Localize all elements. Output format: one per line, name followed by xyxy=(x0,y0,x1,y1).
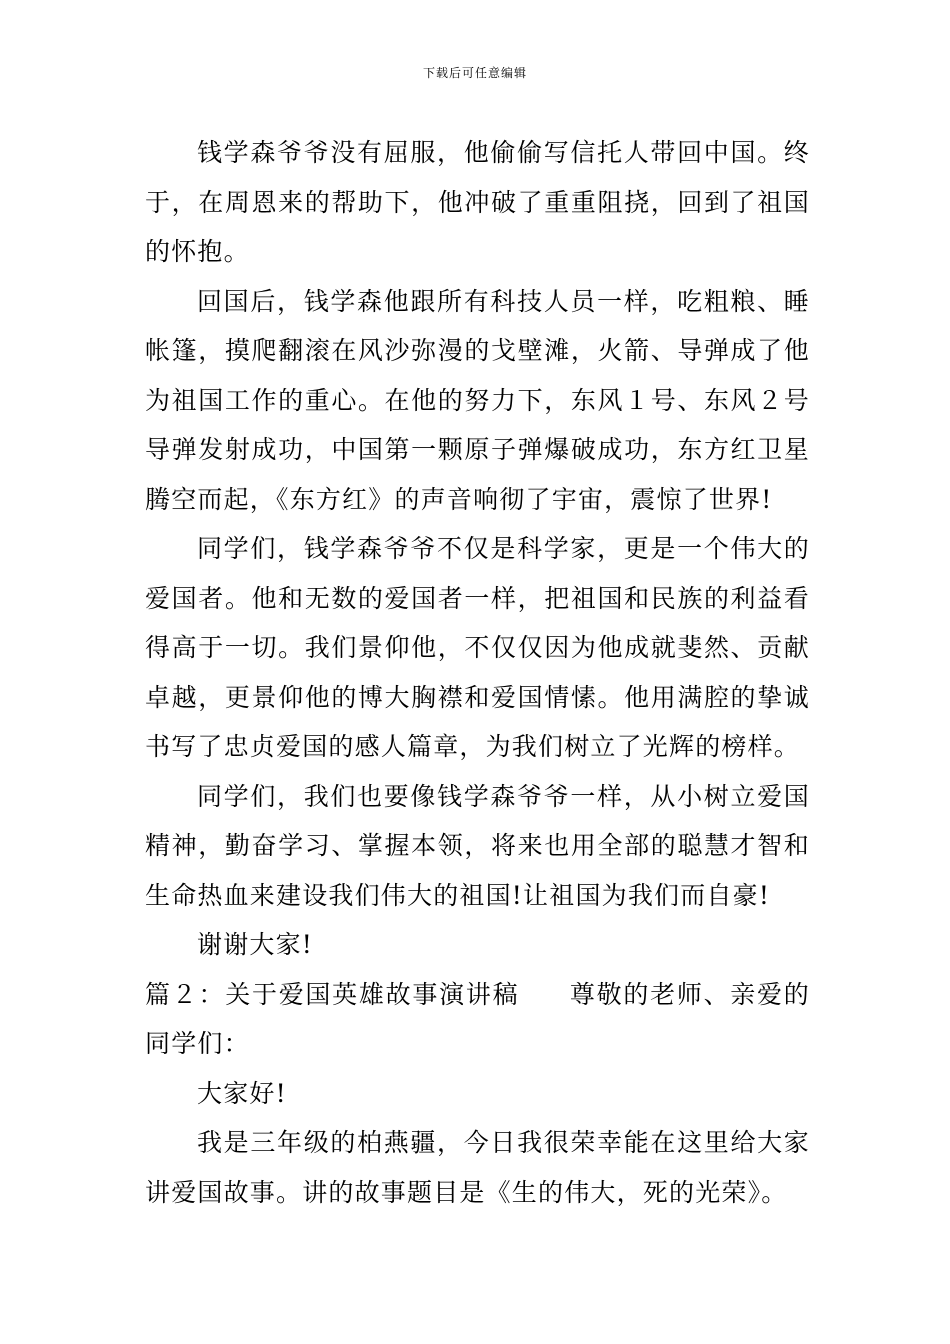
page-header: 下载后可任意编辑 xyxy=(422,66,527,80)
paragraph-1: 钱学森爷爷没有屈服，他偷偷写信托人带回中国。终于，在周恩来的帮助下，他冲破了重重阻挠，回到了祖国的怀抱。 xyxy=(145,138,810,266)
section-heading-line xyxy=(145,970,810,1069)
greeting: 大家好! xyxy=(197,1078,287,1108)
paragraph-4: 同学们，我们也要像钱学森爷爷一样，从小树立爱国精神，勤奋学习、掌握本领，将来也用全部的聪慧才智和生命热血来建设我们伟大的祖国!让祖国为我们而自豪! xyxy=(145,781,810,910)
paragraph-intro: 我是三年级的柏燕疆，今日我很荣幸能在这里给大家讲爱国故事。讲的故事题目是《生的伟大，死的光荣》。 xyxy=(145,1128,810,1207)
salutation: 尊敬的老师、亲爱的同学们： xyxy=(145,979,810,1058)
paragraph-2: 回国后，钱学森他跟所有科技人员一样，吃粗粮、睡帐篷，摸爬翻滚在风沙弥漫的戈壁滩，火箭、导弹成了他为祖国工作的重心。在他的努力下，东风１号、东风２号导弹发射成功，中国第一颗原子弹爆破成功，东方红卫星腾空而起，《东方红》的声音响彻了宇宙，震惊了世界! xyxy=(145,286,810,514)
paragraph-3: 同学们，钱学森爷爷不仅是科学家，更是一个伟大的爱国者。他和无数的爱国者一样，把祖国和民族的利益看得高于一切。我们景仰他，不仅仅因为他成就斐然、贡献卓越，更景仰他的博大胸襟和爱国情愫。他用满腔的挚诚书写了忠贞爱国的感人篇章，为我们树立了光辉的榜样。 xyxy=(145,534,810,761)
section-title: 篇２：关于爱国英雄故事演讲稿 xyxy=(145,979,520,1009)
document-body xyxy=(145,128,810,1217)
paragraph-thanks: 谢谢大家! xyxy=(197,930,314,959)
